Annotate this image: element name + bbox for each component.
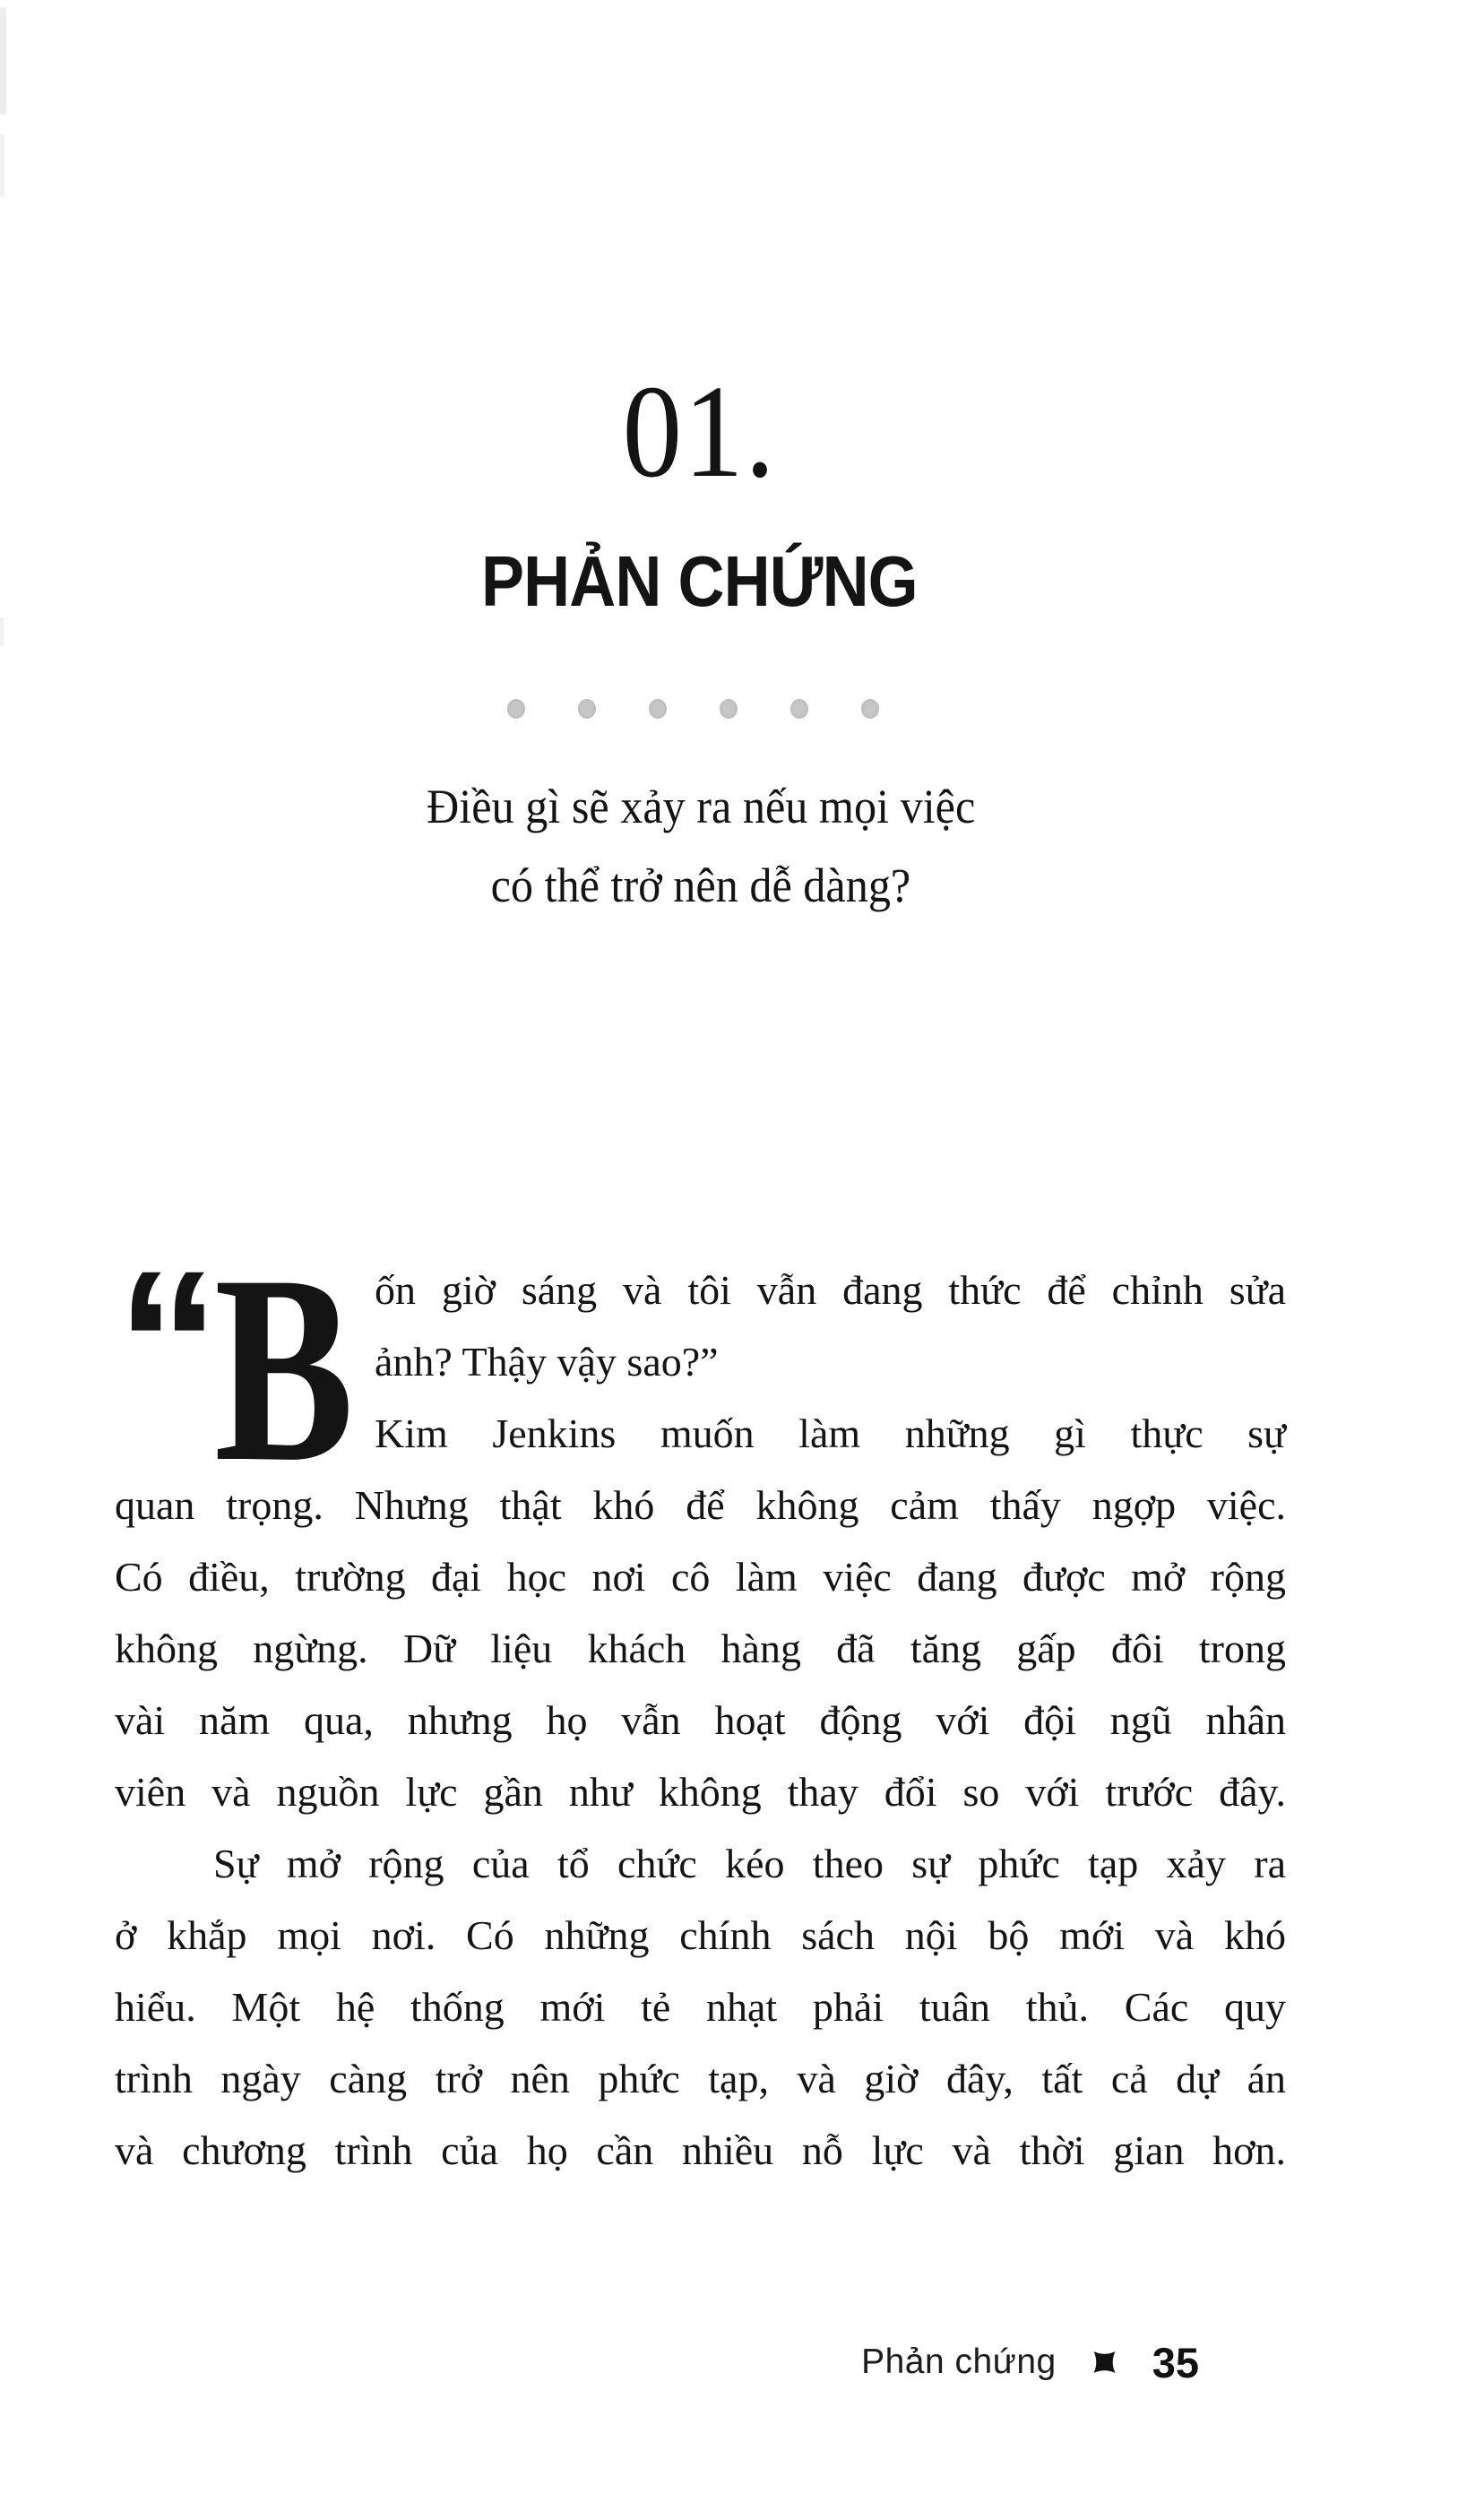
epigraph [0,767,1402,925]
epigraph-line [0,846,1402,925]
page-number: 35 [1152,2338,1199,2386]
epigraph-line [0,767,1402,846]
text: có thể trở nên dễ dàng? [490,858,911,912]
body-line: ảnh? Thậy vậy sao?” [375,1339,719,1385]
body-line: Kim Jenkins muốn làm những gì thực sự [375,1411,1286,1456]
ornament-dot-icon [720,699,738,719]
body-line: hiểu. Một hệ thống mới tẻ nhạt phải tuân thủ. Các quy [115,1984,1286,2030]
page-footer [861,2337,1199,2387]
body-line: và chương trình của họ cần nhiều nỗ lực và thời gian hơn. [115,2127,1286,2173]
body-line: viên và nguồn lực gần như không thay đổi so với trước đây. [115,1769,1286,1815]
ornament-dot-icon [861,699,879,719]
scan-edge-artifact [0,7,6,115]
ornament-dot-icon [649,699,667,719]
chapter-number: 01. [622,358,776,505]
body-line: không ngừng. Dữ liệu khách hàng đã tăng gấp đôi trong [115,1626,1286,1671]
scan-edge-artifact [0,617,4,647]
opening-quote-mark: “ [116,1228,212,1458]
body-line: vài năm qua, nhưng họ vẫn hoạt động với đội ngũ nhân [115,1697,1286,1743]
body-line: Có điều, trường đại học nơi cô làm việc đang được mở rộng [115,1554,1286,1600]
ornament-dot-icon [507,699,525,719]
ornament-dot-icon [578,699,596,719]
ornament-dots-row [0,699,1385,719]
body-line: ở khắp mọi nơi. Có những chính sách nội bộ mới và khó [115,1912,1286,1958]
four-pointed-star-icon [1092,2351,1117,2373]
body-line: Sự mở rộng của tổ chức kéo theo sự phức tạp xảy ra [213,1841,1286,1886]
body-line: trình ngày càng trở nên phức tạp, và giờ đây, tất cả dự án [115,2056,1286,2101]
scan-edge-artifact [0,134,4,197]
text: Điều gì sẽ xảy ra nếu mọi việc [426,780,976,833]
body-text [115,1220,1286,2187]
chapter-title: PHẢN CHỨNG [480,541,918,621]
body-line: quan trọng. Nhưng thật khó để không cảm thấy ngợp việc. [115,1482,1286,1528]
drop-cap: B [214,1220,355,1517]
ornament-dot-icon [790,699,808,719]
paragraph-2 [115,1828,1286,2187]
body-line: ốn giờ sáng và tôi vẫn đang thức để chỉnh sửa [375,1267,1286,1313]
running-title: Phản chứng [861,2342,1057,2381]
